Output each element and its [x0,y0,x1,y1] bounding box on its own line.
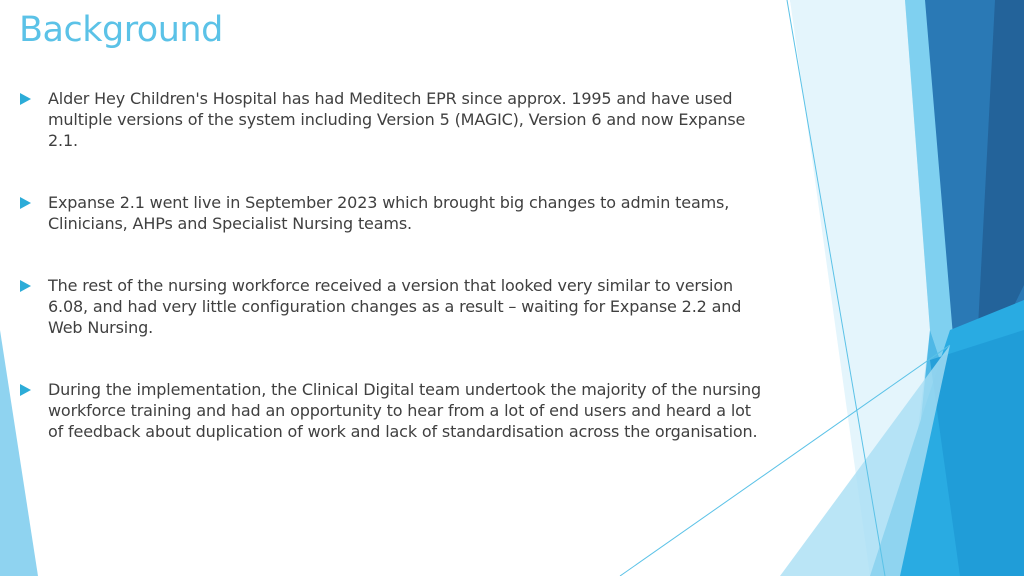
bullet-line: Expanse 2.1 went live in September 2023 which brought big changes to admin teams, [48,193,730,212]
bullet-arrow-icon [20,93,31,105]
bullet-line: 2.1. [48,131,78,150]
slide-title: Background [19,10,223,50]
bullet-arrow-icon [20,280,31,292]
bullet-line: multiple versions of the system including Version 5 (MAGIC), Version 6 and now Expanse [48,110,746,129]
bullet-text [48,88,848,151]
bullet-line: Alder Hey Children's Hospital has had Meditech EPR since approx. 1995 and have used [48,89,733,108]
bullet-line: The rest of the nursing workforce received a version that looked very similar to version [48,276,733,295]
bullet-line: 6.08, and had very little configuration changes as a result – waiting for Expanse 2.2 and [48,297,742,316]
bullet-text [48,275,848,338]
bullet-line: workforce training and had an opportunity to hear from a lot of end users and heard a lot [48,401,751,420]
bullet-line: Clinicians, AHPs and Specialist Nursing teams. [48,214,412,233]
bullet-text [48,192,848,234]
bullet-line: of feedback about duplication of work and lack of standardisation across the organisation. [48,422,758,441]
bullet-arrow-icon [20,197,31,209]
bullet-text [48,379,848,442]
left-accent-shape [0,330,38,576]
bullet-arrow-icon [20,384,31,396]
bullet-line: Web Nursing. [48,318,154,337]
bullet-line: During the implementation, the Clinical Digital team undertook the majority of the nursing [48,380,762,399]
